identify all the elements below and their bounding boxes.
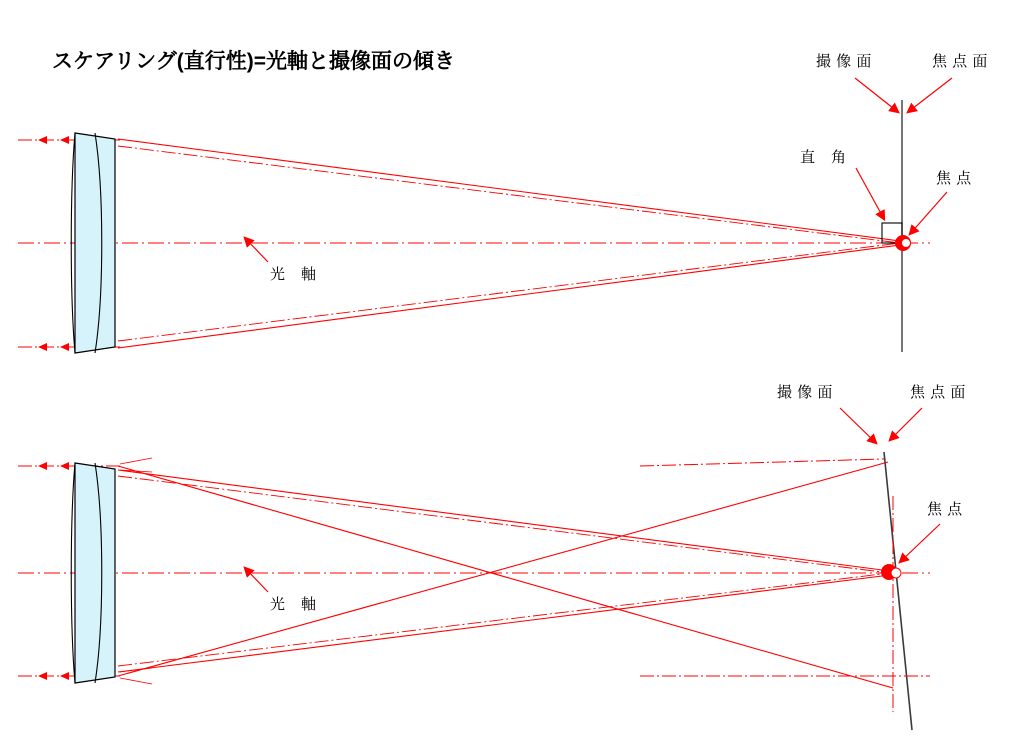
top-optical-axis-leader	[245, 238, 268, 262]
top-upper-ray-arrow	[38, 136, 47, 144]
bottom-optical-axis-leader	[245, 568, 268, 592]
bottom-converging-ray-mid-lower	[118, 573, 890, 666]
top-focus-leader	[910, 192, 947, 234]
bottom-converging-ray-mid-upper	[118, 476, 890, 573]
top-focal-plane-label: 焦 点 面	[932, 53, 988, 70]
bottom-imaging-plane-label: 撮 像 面	[777, 384, 833, 401]
bottom-focus-core	[891, 568, 901, 578]
top-focus-core	[902, 239, 911, 248]
top-lower-ray-arrow	[38, 343, 47, 351]
top-upper-ray-arrow-2	[60, 136, 69, 144]
bottom-lower-ray-arrow-2	[60, 672, 69, 680]
bottom-lower-ray-arrow	[38, 672, 47, 680]
top-imaging-plane-leader	[855, 78, 898, 112]
bottom-cross-ray-lower-to-high	[118, 462, 888, 676]
bottom-focus-leader	[900, 524, 940, 562]
page-title: スケアリング(直行性)=光軸と撮像面の傾き	[52, 50, 455, 73]
top-right-angle-leader	[856, 168, 884, 219]
bottom-cross-ray-upper-to-low	[118, 466, 893, 688]
bottom-focal-plane-leader	[890, 408, 922, 440]
bottom-upper-ray-arrow-2	[60, 462, 69, 470]
bottom-lens-body	[75, 463, 115, 683]
bottom-tilted-plane-line	[884, 452, 912, 730]
top-right-angle-label: 直 角	[800, 149, 847, 166]
top-lower-ray-arrow-2	[60, 343, 69, 351]
top-imaging-plane-label: 撮 像 面	[816, 53, 872, 70]
bottom-upper-ray-arrow	[38, 462, 47, 470]
top-converging-ray-upper	[118, 139, 900, 241]
top-lens-body	[75, 133, 115, 353]
bottom-focal-plane-label: 焦 点 面	[910, 384, 966, 401]
bottom-imaging-plane-leader	[840, 408, 876, 443]
bottom-panel	[18, 408, 940, 730]
top-converging-ray-mid-upper	[118, 146, 900, 243]
bottom-optical-axis-label: 光 軸	[270, 596, 317, 613]
top-converging-ray-mid-lower	[118, 243, 900, 341]
top-panel	[18, 78, 952, 353]
bottom-focus-label: 焦 点	[927, 501, 963, 518]
top-converging-ray-lower	[118, 245, 900, 348]
top-focus-label: 焦 点	[936, 170, 972, 187]
bottom-ray-fan-marks	[120, 458, 152, 684]
top-focal-plane-leader	[908, 78, 952, 112]
bottom-converging-ray-lower	[118, 575, 890, 672]
top-optical-axis-label: 光 軸	[270, 266, 317, 283]
bottom-converging-ray-upper	[118, 470, 890, 571]
bottom-extension-line-upper	[640, 459, 884, 466]
